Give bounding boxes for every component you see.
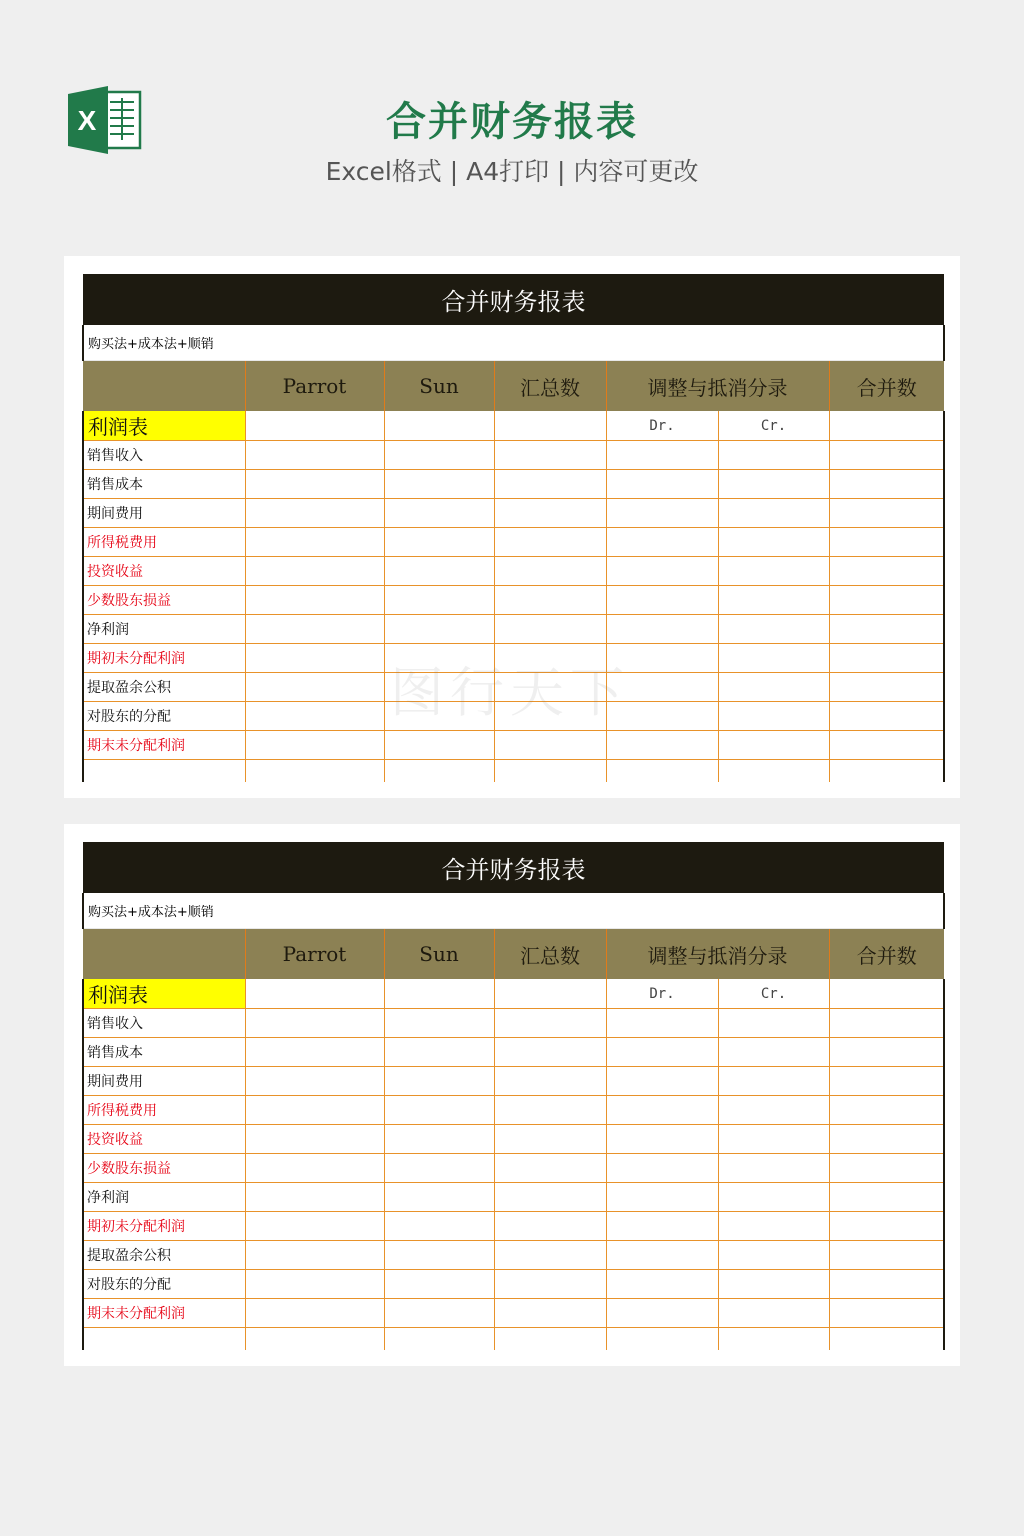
- cell[interactable]: [245, 470, 384, 499]
- row-label: 所得税费用: [83, 528, 245, 557]
- cell[interactable]: [829, 1009, 944, 1038]
- cell[interactable]: [384, 586, 494, 615]
- cell[interactable]: [829, 1038, 944, 1067]
- cell[interactable]: [245, 673, 384, 702]
- cell[interactable]: [494, 979, 606, 1009]
- cell[interactable]: [829, 441, 944, 470]
- table-row: [83, 1125, 944, 1154]
- row-label: 期末未分配利润: [83, 1299, 245, 1328]
- cell[interactable]: [245, 1183, 384, 1212]
- cell[interactable]: [606, 586, 718, 615]
- table-row: [83, 557, 944, 586]
- table-row: [83, 673, 944, 702]
- cell[interactable]: [384, 557, 494, 586]
- cell[interactable]: [718, 615, 829, 644]
- table-row: [83, 1212, 944, 1241]
- cell[interactable]: [718, 1212, 829, 1241]
- cell[interactable]: [606, 1212, 718, 1241]
- table-row: [83, 1009, 944, 1038]
- cell[interactable]: [494, 1038, 606, 1067]
- table-row: [83, 731, 944, 760]
- sheet-card-2: [64, 824, 960, 1366]
- cell[interactable]: [829, 760, 944, 783]
- cell[interactable]: [494, 1299, 606, 1328]
- cell[interactable]: [494, 1241, 606, 1270]
- cell[interactable]: [829, 1270, 944, 1299]
- header-sun: Sun: [384, 929, 494, 980]
- method-note: 购买法+成本法+顺销: [83, 893, 944, 929]
- cell[interactable]: [384, 673, 494, 702]
- cell[interactable]: [384, 528, 494, 557]
- cell[interactable]: [606, 1154, 718, 1183]
- cell[interactable]: [245, 1096, 384, 1125]
- cell[interactable]: [245, 615, 384, 644]
- row-label: 少数股东损益: [83, 586, 245, 615]
- cell[interactable]: [606, 1067, 718, 1096]
- debit-label: Dr.: [606, 979, 718, 1009]
- cell[interactable]: [384, 1067, 494, 1096]
- row-label: 销售收入: [83, 1009, 245, 1038]
- header-consolidated: 合并数: [829, 929, 944, 980]
- cell[interactable]: [606, 1299, 718, 1328]
- table-row: [83, 615, 944, 644]
- table-row: [83, 528, 944, 557]
- cell[interactable]: [494, 644, 606, 673]
- header-sun: Sun: [384, 361, 494, 412]
- cell[interactable]: [384, 1096, 494, 1125]
- cell[interactable]: [494, 1125, 606, 1154]
- cell[interactable]: [494, 1154, 606, 1183]
- cell[interactable]: [718, 1038, 829, 1067]
- cell[interactable]: [245, 644, 384, 673]
- row-label: 提取盈余公积: [83, 673, 245, 702]
- row-label: 期末未分配利润: [83, 731, 245, 760]
- cell[interactable]: [606, 1096, 718, 1125]
- page-title: 合并财务报表: [386, 99, 638, 145]
- cell[interactable]: [829, 1241, 944, 1270]
- row-label: 期间费用: [83, 499, 245, 528]
- cell[interactable]: [606, 644, 718, 673]
- table-row: [83, 702, 944, 731]
- table-row: [83, 1096, 944, 1125]
- cell[interactable]: [494, 702, 606, 731]
- row-label: 少数股东损益: [83, 1154, 245, 1183]
- header-parrot: Parrot: [245, 361, 384, 412]
- cell[interactable]: [829, 1299, 944, 1328]
- row-label: 对股东的分配: [83, 1270, 245, 1299]
- cell[interactable]: [245, 760, 384, 783]
- cell[interactable]: [384, 499, 494, 528]
- cell[interactable]: [494, 470, 606, 499]
- row-label: 净利润: [83, 1183, 245, 1212]
- cell[interactable]: [384, 1125, 494, 1154]
- row-label: 销售成本: [83, 470, 245, 499]
- cell[interactable]: [606, 673, 718, 702]
- cell[interactable]: [718, 702, 829, 731]
- cell[interactable]: [829, 470, 944, 499]
- sheet-title: 合并财务报表: [83, 274, 944, 325]
- cell[interactable]: [494, 586, 606, 615]
- cell[interactable]: [829, 1067, 944, 1096]
- cell[interactable]: [384, 1212, 494, 1241]
- cell[interactable]: [718, 528, 829, 557]
- cell[interactable]: [606, 499, 718, 528]
- cell[interactable]: [829, 615, 944, 644]
- cell[interactable]: [494, 557, 606, 586]
- header-parrot: Parrot: [245, 929, 384, 980]
- cell[interactable]: [245, 441, 384, 470]
- sheet-card-1: [64, 256, 960, 798]
- credit-label: Cr.: [718, 979, 829, 1009]
- cell[interactable]: [718, 1096, 829, 1125]
- cell[interactable]: [384, 1270, 494, 1299]
- cell[interactable]: [384, 1183, 494, 1212]
- cell[interactable]: [606, 1038, 718, 1067]
- cell[interactable]: [606, 441, 718, 470]
- row-label: 投资收益: [83, 1125, 245, 1154]
- header-consolidated: 合并数: [829, 361, 944, 412]
- cell[interactable]: [384, 441, 494, 470]
- cell[interactable]: [718, 1270, 829, 1299]
- cell[interactable]: [606, 528, 718, 557]
- cell[interactable]: [384, 1154, 494, 1183]
- row-label: 所得税费用: [83, 1096, 245, 1125]
- cell[interactable]: [718, 441, 829, 470]
- cell[interactable]: [718, 731, 829, 760]
- cell[interactable]: [829, 586, 944, 615]
- cell[interactable]: [718, 1299, 829, 1328]
- row-label: 销售成本: [83, 1038, 245, 1067]
- cell[interactable]: [606, 702, 718, 731]
- debit-label: Dr.: [606, 411, 718, 441]
- row-label: 提取盈余公积: [83, 1241, 245, 1270]
- table-row: [83, 1067, 944, 1096]
- cell[interactable]: [718, 1154, 829, 1183]
- table-row: [83, 470, 944, 499]
- cell[interactable]: [718, 673, 829, 702]
- cell[interactable]: [606, 1009, 718, 1038]
- sheet-title: 合并财务报表: [83, 842, 944, 893]
- cell[interactable]: [606, 1270, 718, 1299]
- cell[interactable]: [245, 1038, 384, 1067]
- row-body: [83, 441, 944, 760]
- page-subtitle: Excel格式 | A4打印 | 内容可更改: [325, 157, 699, 186]
- cell[interactable]: [245, 1009, 384, 1038]
- cell[interactable]: [494, 673, 606, 702]
- header-adjustments: 调整与抵消分录: [606, 361, 829, 412]
- method-note: 购买法+成本法+顺销: [83, 325, 944, 361]
- cell[interactable]: [245, 1270, 384, 1299]
- cell[interactable]: [718, 499, 829, 528]
- cell[interactable]: [829, 1154, 944, 1183]
- cell[interactable]: [829, 1096, 944, 1125]
- cell[interactable]: [829, 1183, 944, 1212]
- cell[interactable]: [606, 1241, 718, 1270]
- cell[interactable]: [83, 760, 245, 783]
- cell[interactable]: [606, 1125, 718, 1154]
- cell[interactable]: [245, 731, 384, 760]
- table-row: [83, 644, 944, 673]
- cell[interactable]: [494, 1328, 606, 1351]
- cell[interactable]: [384, 1328, 494, 1351]
- cell[interactable]: [245, 528, 384, 557]
- cell[interactable]: [718, 760, 829, 783]
- row-label: 净利润: [83, 615, 245, 644]
- cell[interactable]: [718, 557, 829, 586]
- cell[interactable]: [829, 499, 944, 528]
- cell[interactable]: [245, 1328, 384, 1351]
- header-blank: [83, 929, 245, 980]
- cell[interactable]: [606, 1328, 718, 1351]
- cell[interactable]: [494, 1067, 606, 1096]
- cell[interactable]: [606, 470, 718, 499]
- credit-label: Cr.: [718, 411, 829, 441]
- consolidated-statement-table: [82, 842, 945, 1350]
- cell[interactable]: [245, 1125, 384, 1154]
- cell[interactable]: [245, 1154, 384, 1183]
- cell[interactable]: [718, 1125, 829, 1154]
- cell[interactable]: [718, 586, 829, 615]
- cell[interactable]: [718, 1328, 829, 1351]
- cell[interactable]: [245, 702, 384, 731]
- cell[interactable]: [494, 1009, 606, 1038]
- cell[interactable]: [829, 731, 944, 760]
- cell[interactable]: [384, 1299, 494, 1328]
- row-label: 期初未分配利润: [83, 644, 245, 673]
- cell[interactable]: [829, 979, 944, 1009]
- header-total: 汇总数: [494, 929, 606, 980]
- cell[interactable]: [718, 1241, 829, 1270]
- cell[interactable]: [606, 760, 718, 783]
- cell[interactable]: [494, 615, 606, 644]
- section-label: 利润表: [83, 979, 245, 1009]
- cell[interactable]: [829, 528, 944, 557]
- row-label: 期初未分配利润: [83, 1212, 245, 1241]
- table-row: [83, 1154, 944, 1183]
- cell[interactable]: [245, 1299, 384, 1328]
- cell[interactable]: [245, 499, 384, 528]
- cell[interactable]: [606, 557, 718, 586]
- cell[interactable]: [245, 557, 384, 586]
- cell[interactable]: [718, 1067, 829, 1096]
- cell[interactable]: [494, 1183, 606, 1212]
- cell[interactable]: [384, 1038, 494, 1067]
- table-row: [83, 586, 944, 615]
- table-row: [83, 1241, 944, 1270]
- table-row: [83, 1183, 944, 1212]
- cell[interactable]: [245, 1212, 384, 1241]
- cell[interactable]: [718, 470, 829, 499]
- cell[interactable]: [829, 557, 944, 586]
- cell[interactable]: [245, 411, 384, 441]
- cell[interactable]: [384, 731, 494, 760]
- cell[interactable]: [606, 731, 718, 760]
- header-adjustments: 调整与抵消分录: [606, 929, 829, 980]
- table-row: [83, 499, 944, 528]
- cell[interactable]: [245, 1241, 384, 1270]
- cell[interactable]: [494, 760, 606, 783]
- cell[interactable]: [494, 1212, 606, 1241]
- cell[interactable]: [384, 470, 494, 499]
- cell[interactable]: [384, 1241, 494, 1270]
- cell[interactable]: [384, 760, 494, 783]
- table-row: [83, 441, 944, 470]
- excel-icon-letter: X: [77, 105, 97, 136]
- cell[interactable]: [606, 615, 718, 644]
- cell[interactable]: [494, 1096, 606, 1125]
- cell[interactable]: [494, 441, 606, 470]
- row-body: [83, 1009, 944, 1328]
- cell[interactable]: [829, 1212, 944, 1241]
- cell[interactable]: [829, 702, 944, 731]
- cell[interactable]: [384, 979, 494, 1009]
- cell[interactable]: [384, 411, 494, 441]
- cell[interactable]: [606, 1183, 718, 1212]
- cell[interactable]: [829, 673, 944, 702]
- cell[interactable]: [829, 411, 944, 441]
- cell[interactable]: [384, 615, 494, 644]
- table-row: [83, 1270, 944, 1299]
- cell[interactable]: [494, 411, 606, 441]
- header-blank: [83, 361, 245, 412]
- cell[interactable]: [494, 731, 606, 760]
- cell[interactable]: [494, 528, 606, 557]
- cell[interactable]: [829, 644, 944, 673]
- cell[interactable]: [829, 1125, 944, 1154]
- table-row: [83, 1038, 944, 1067]
- cell[interactable]: [384, 702, 494, 731]
- row-label: 投资收益: [83, 557, 245, 586]
- row-label: 销售收入: [83, 441, 245, 470]
- row-label: 对股东的分配: [83, 702, 245, 731]
- cell[interactable]: [718, 644, 829, 673]
- header-total: 汇总数: [494, 361, 606, 412]
- cell[interactable]: [384, 644, 494, 673]
- table-row: [83, 1299, 944, 1328]
- cell[interactable]: [245, 979, 384, 1009]
- section-label: 利润表: [83, 411, 245, 441]
- consolidated-statement-table: [82, 274, 945, 782]
- cell[interactable]: [718, 1009, 829, 1038]
- cell[interactable]: [245, 1067, 384, 1096]
- cell[interactable]: [829, 1328, 944, 1351]
- cell[interactable]: [384, 1009, 494, 1038]
- cell[interactable]: [83, 1328, 245, 1351]
- cell[interactable]: [494, 1270, 606, 1299]
- cell[interactable]: [245, 586, 384, 615]
- cell[interactable]: [718, 1183, 829, 1212]
- row-label: 期间费用: [83, 1067, 245, 1096]
- cell[interactable]: [494, 499, 606, 528]
